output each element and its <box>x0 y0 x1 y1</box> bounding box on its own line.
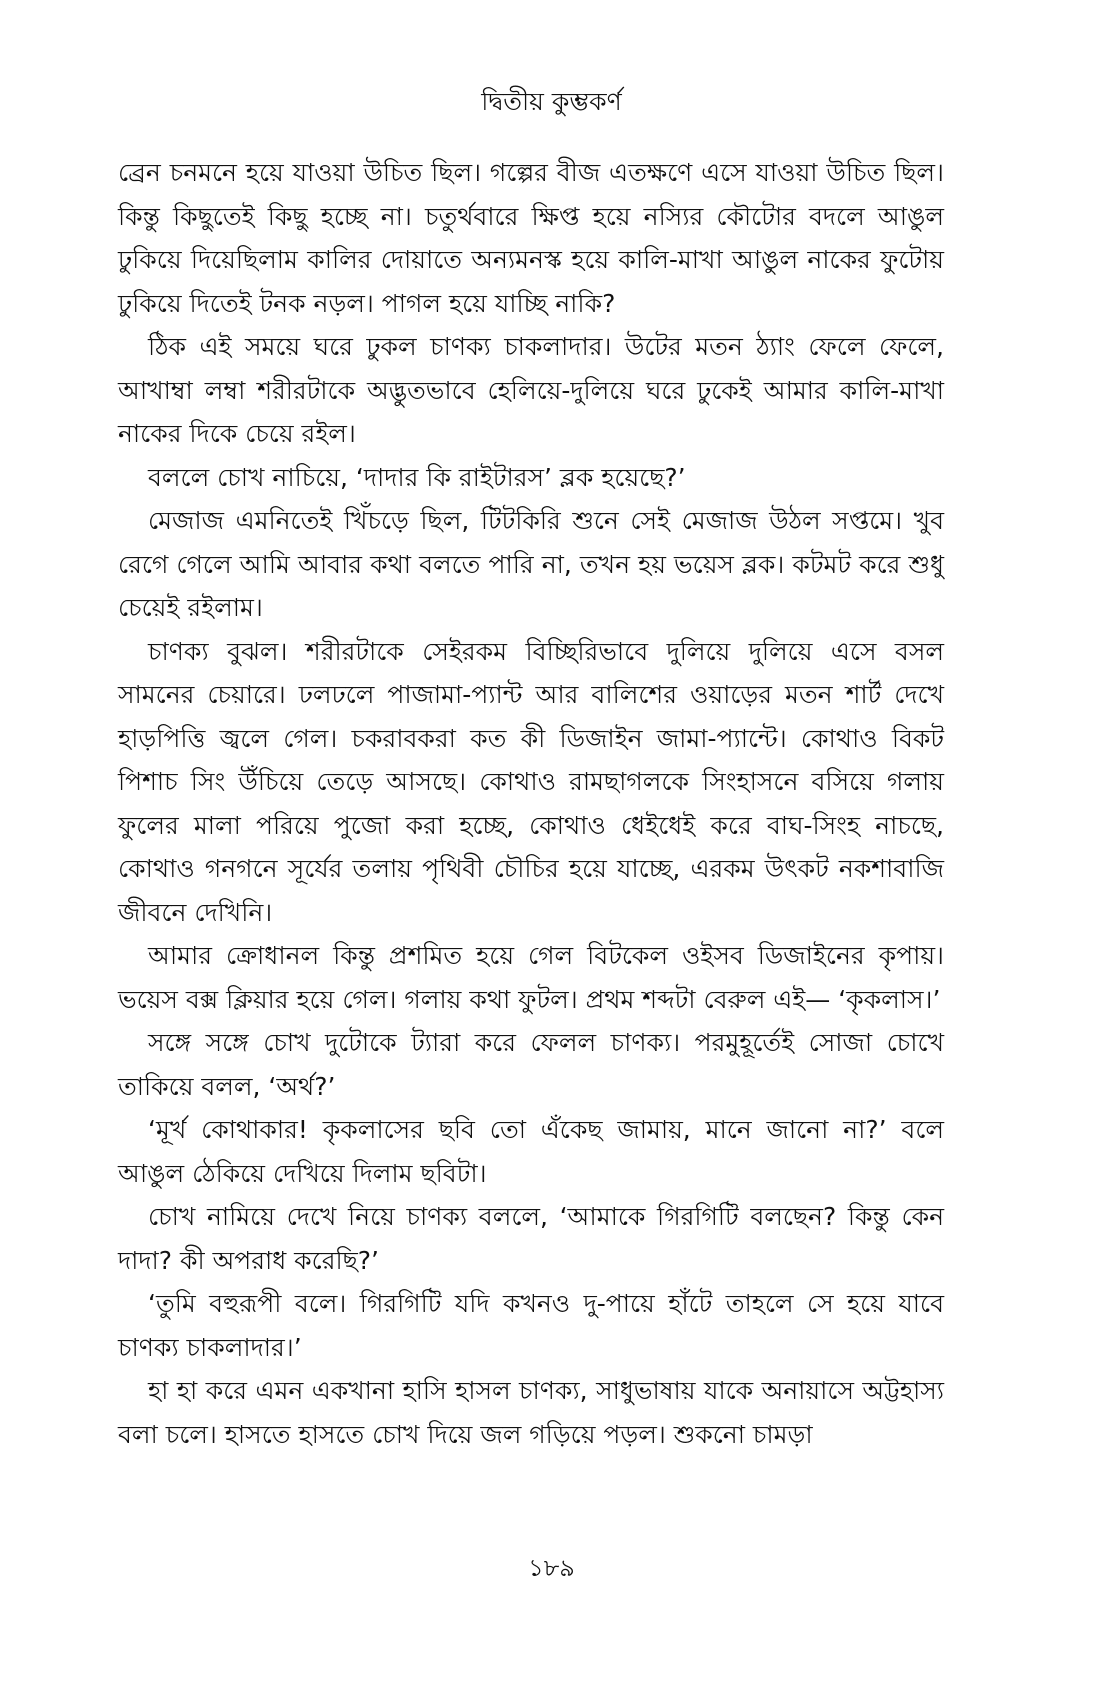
paragraph: ব্রেন চনমনে হয়ে যাওয়া উচিত ছিল। গল্পের বীজ এতক্ষণে এসে যাওয়া উচিত ছিল। কিন্তু কিছুতেই কিছু হচ্ছে না। চতুর্থবারে ক্ষিপ্ত হয়ে নস্যির কৌটোর বদলে আঙুল ঢুকিয়ে দিয়েছিলাম কালির দোয়াতে অন্যমনস্ক হয়ে কালি-মাখা আঙুল নাকের ফুটোয় ঢুকিয়ে দিতেই টনক নড়ল। পাগল হয়ে যাচ্ছি নাকি? <box>118 158 944 318</box>
paragraph: হা হা করে এমন একখানা হাসি হাসল চাণক্য, সাধুভাষায় যাকে অনায়াসে অট্টহাস্য বলা চলে। হাসতে হাসতে চোখ দিয়ে জল গড়িয়ে পড়ল। শুকনো চামড়া <box>118 1376 944 1449</box>
paragraph: চোখ নামিয়ে দেখে নিয়ে চাণক্য বললে, ‘আমাকে গিরগিটি বলছেন? কিন্তু কেন দাদা? কী অপরাধ করেছি?’ <box>118 1202 944 1275</box>
page-number: ১৮৯ <box>528 1554 575 1582</box>
paragraph: ঠিক এই সময়ে ঘরে ঢুকল চাণক্য চাকলাদার। উটের মতন ঠ্যাং ফেলে ফেলে, আখাম্বা লম্বা শরীরটাকে অদ্ভুতভাবে হেলিয়ে-দুলিয়ে ঘরে ঢুকেই আমার কালি-মাখা নাকের দিকে চেয়ে রইল। <box>118 332 944 448</box>
paragraph: আমার ক্রোধানল কিন্তু প্রশমিত হয়ে গেল বিটকেল ওইসব ডিজাইনের কৃপায়। ভয়েস বক্স ক্লিয়ার হয়ে গেল। গলায় কথা ফুটল। প্রথম শব্দটা বেরুল এই— ‘কৃকলাস।’ <box>118 941 944 1014</box>
running-header-title: দ্বিতীয় কুম্ভকর্ণ <box>481 87 622 116</box>
paragraph: বললে চোখ নাচিয়ে, ‘দাদার কি রাইটারস’ ব্লক হয়েছে?’ <box>148 462 686 492</box>
paragraph: চাণক্য বুঝল। শরীরটাকে সেইরকম বিচ্ছিরিভাবে দুলিয়ে দুলিয়ে এসে বসল সামনের চেয়ারে। ঢলঢলে পাজামা-প্যান্ট আর বালিশের ওয়াড়ের মতন শার্ট দেখে হাড়পিত্তি জ্বলে গেল। চকরাবকরা কত কী ডিজাইন জামা-প্যান্টে। কোথাও বিকট পিশাচ সিং উঁচিয়ে তেড়ে আসছে। কোথাও রামছাগলকে সিংহাসনে বসিয়ে গলায় ফুলের মালা পরিয়ে পুজো করা হচ্ছে, কোথাও ধেইধেই করে বাঘ-সিংহ নাচছে, কোথাও গনগনে সূর্যের তলায় পৃথিবী চৌচির হয়ে যাচ্ছে, এরকম উৎকট নকশাবাজি জীবনে দেখিনি। <box>118 636 944 927</box>
paragraph: মেজাজ এমনিতেই খিঁচড়ে ছিল, টিটকিরি শুনে সেই মেজাজ উঠল সপ্তমে। খুব রেগে গেলে আমি আবার কথা বলতে পারি না, তখন হয় ভয়েস ব্লক। কটমট করে শুধু চেয়েই রইলাম। <box>118 506 944 622</box>
body-text <box>118 151 944 1456</box>
paragraph: সঙ্গে সঙ্গে চোখ দুটোকে ট্যারা করে ফেলল চাণক্য। পরমুহূর্তেই সোজা চোখে তাকিয়ে বলল, ‘অর্থ?’ <box>118 1028 944 1101</box>
paragraph: ‘মূর্খ কোথাকার! কৃকলাসের ছবি তো এঁকেছ জামায়, মানে জানো না?’ বলে আঙুল ঠেকিয়ে দেখিয়ে দিলাম ছবিটা। <box>118 1115 944 1188</box>
paragraph: ‘তুমি বহুরূপী বলে। গিরগিটি যদি কখনও দু-পায়ে হাঁটে তাহলে সে হয়ে যাবে চাণক্য চাকলাদার।’ <box>118 1289 944 1362</box>
